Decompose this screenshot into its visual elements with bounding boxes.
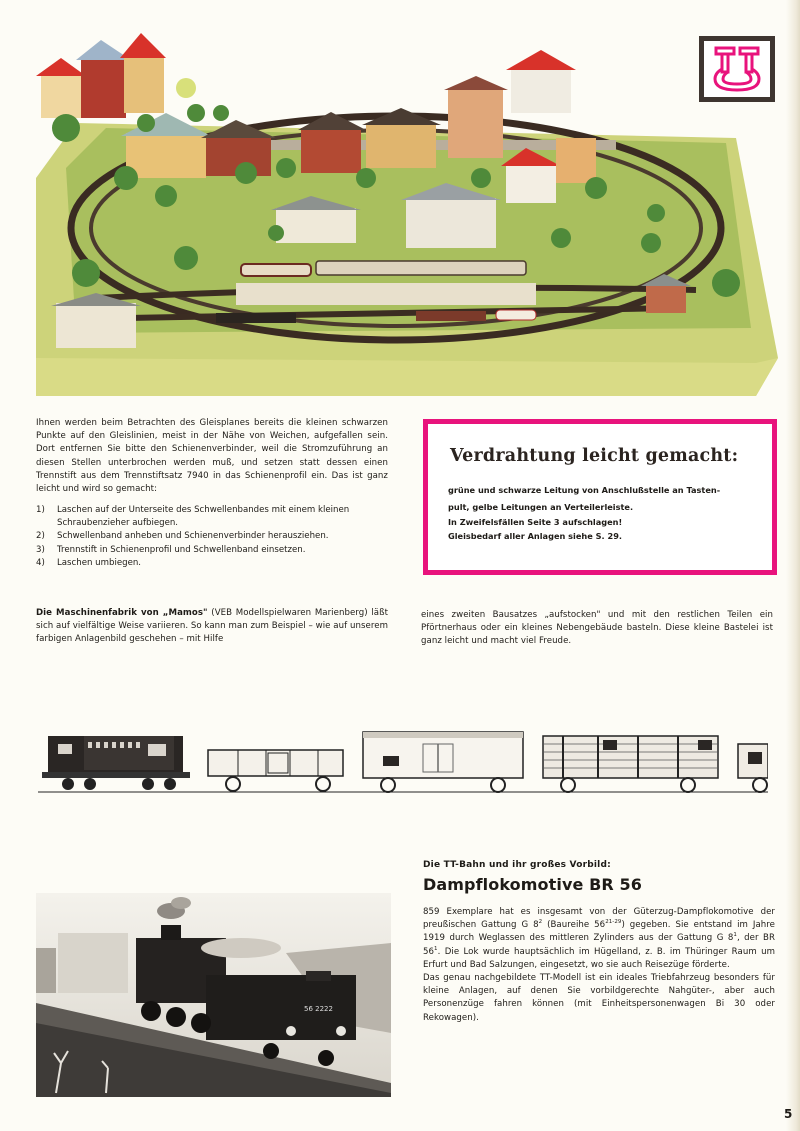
- mamos-left-text: (VEB Modellspielwaren Marienberg) läßt sich auf vielfältige Weise variieren. So kann man zum Beispiel – wie auf unserem farbigen Anlagenbild geschehen – mit Hilfe: [36, 608, 388, 645]
- rolling-stock-drawing: [38, 722, 768, 794]
- diesel-locomotive: [42, 736, 190, 790]
- callout-title: Verdrahtung leicht gemacht:: [450, 446, 739, 466]
- mamos-paragraph-right: eines zweiten Bausatzes „aufstocken" und mit den restlichen Teilen ein Pförtnerhaus oder ein kleines Nebengebäude basteln. Diese kleine Bastelei ist ganz leicht und macht viel Freude.: [421, 610, 773, 647]
- loco-number: 56 2222: [304, 1005, 333, 1013]
- br56-title: Dampflokomotive BR 56: [423, 875, 642, 894]
- br56-body: [423, 906, 775, 1025]
- step-number: 3): [36, 544, 45, 555]
- tt-logo-mark-icon: [711, 45, 763, 93]
- step-text: Schwellenband anheben und Schienenverbinder herausziehen.: [57, 531, 329, 542]
- step-number: 2): [36, 531, 45, 542]
- callout-line: In Zweifelsfällen Seite 3 aufschlagen!: [448, 517, 623, 527]
- mamos-paragraph-left: [36, 607, 388, 647]
- step-item: [36, 544, 388, 557]
- callout-line: grüne und schwarze Leitung von Anschlußstelle an Tasten-: [448, 485, 721, 495]
- step-item: [36, 504, 388, 530]
- step-item: [36, 530, 388, 543]
- br56-paragraph-1: 859 Exemplare hat es insgesamt von der Güterzug-Dampflokomotive der preußischen Gattung G $8^2$ (Baureihe 56$^{21-29}$) gegeben. Sie entstand im Jahre 1919 durch Weglassen des mittleren Zylinders aus der Gattung G $8^1$, der BR $56^1$. Die Lok wurde hauptsächlich im Hügelland, z. B. im Thüringer Raum um Erfurt und Bad Salzungen, eingesetzt, wo sie auch Reisezüge förderte.: [423, 907, 776, 970]
- tt-logo: [699, 36, 775, 102]
- step-text: Laschen auf der Unterseite des Schwellenbandes mit einem kleinen Schraubenzieher aufbiegen.: [57, 505, 350, 529]
- intro-paragraph: Ihnen werden beim Betrachten des Gleisplanes bereits die kleinen schwarzen Punkte auf den Gleislinien, meist in der Nähe von Weichen, aufgefallen sein. Dort entfernen Sie bitte den Schienenverbinder, weil die Stromzuführung an diesen Stellen unterbrochen werden muß, und setzen statt dessen einen Trennstift aus dem Trennstiftsatz 7940 in das Schienenprofil ein. Das ist ganz leicht und wird so gemacht:: [36, 418, 388, 495]
- step-number: 4): [36, 557, 45, 568]
- br56-locomotive-photo: [36, 893, 391, 1097]
- step-text: Trennstift in Schienenprofil und Schwellenband einsetzen.: [57, 544, 306, 555]
- br56-paragraph-2: Das genau nachgebildete TT-Modell ist ein ideales Triebfahrzeug besonders für kleine Anlagen, auf denen Sie vorbildgerechte Nahgüter-, aber auch Personenzüge fahren können (mit Einheitspersonenwagen Bi 30 oder Rekowagen).: [423, 973, 775, 1023]
- step-number: 1): [36, 505, 45, 515]
- step-item: [36, 557, 388, 570]
- callout-line: pult, gelbe Leitungen an Verteilerleiste.: [448, 501, 634, 512]
- page-number: 5: [784, 1107, 793, 1121]
- instruction-steps: [36, 504, 388, 570]
- mamos-lead: Die Maschinenfabrik von „Mamos": [36, 608, 208, 618]
- br56-kicker: Die TT-Bahn und ihr großes Vorbild:: [423, 860, 611, 870]
- step-text: Laschen umbiegen.: [57, 557, 142, 568]
- wiring-callout-box: [423, 419, 777, 575]
- callout-line: Gleisbedarf aller Anlagen siehe S. 29.: [448, 531, 623, 541]
- model-railway-layout-photo: [36, 28, 778, 396]
- page-edge: [786, 0, 800, 1131]
